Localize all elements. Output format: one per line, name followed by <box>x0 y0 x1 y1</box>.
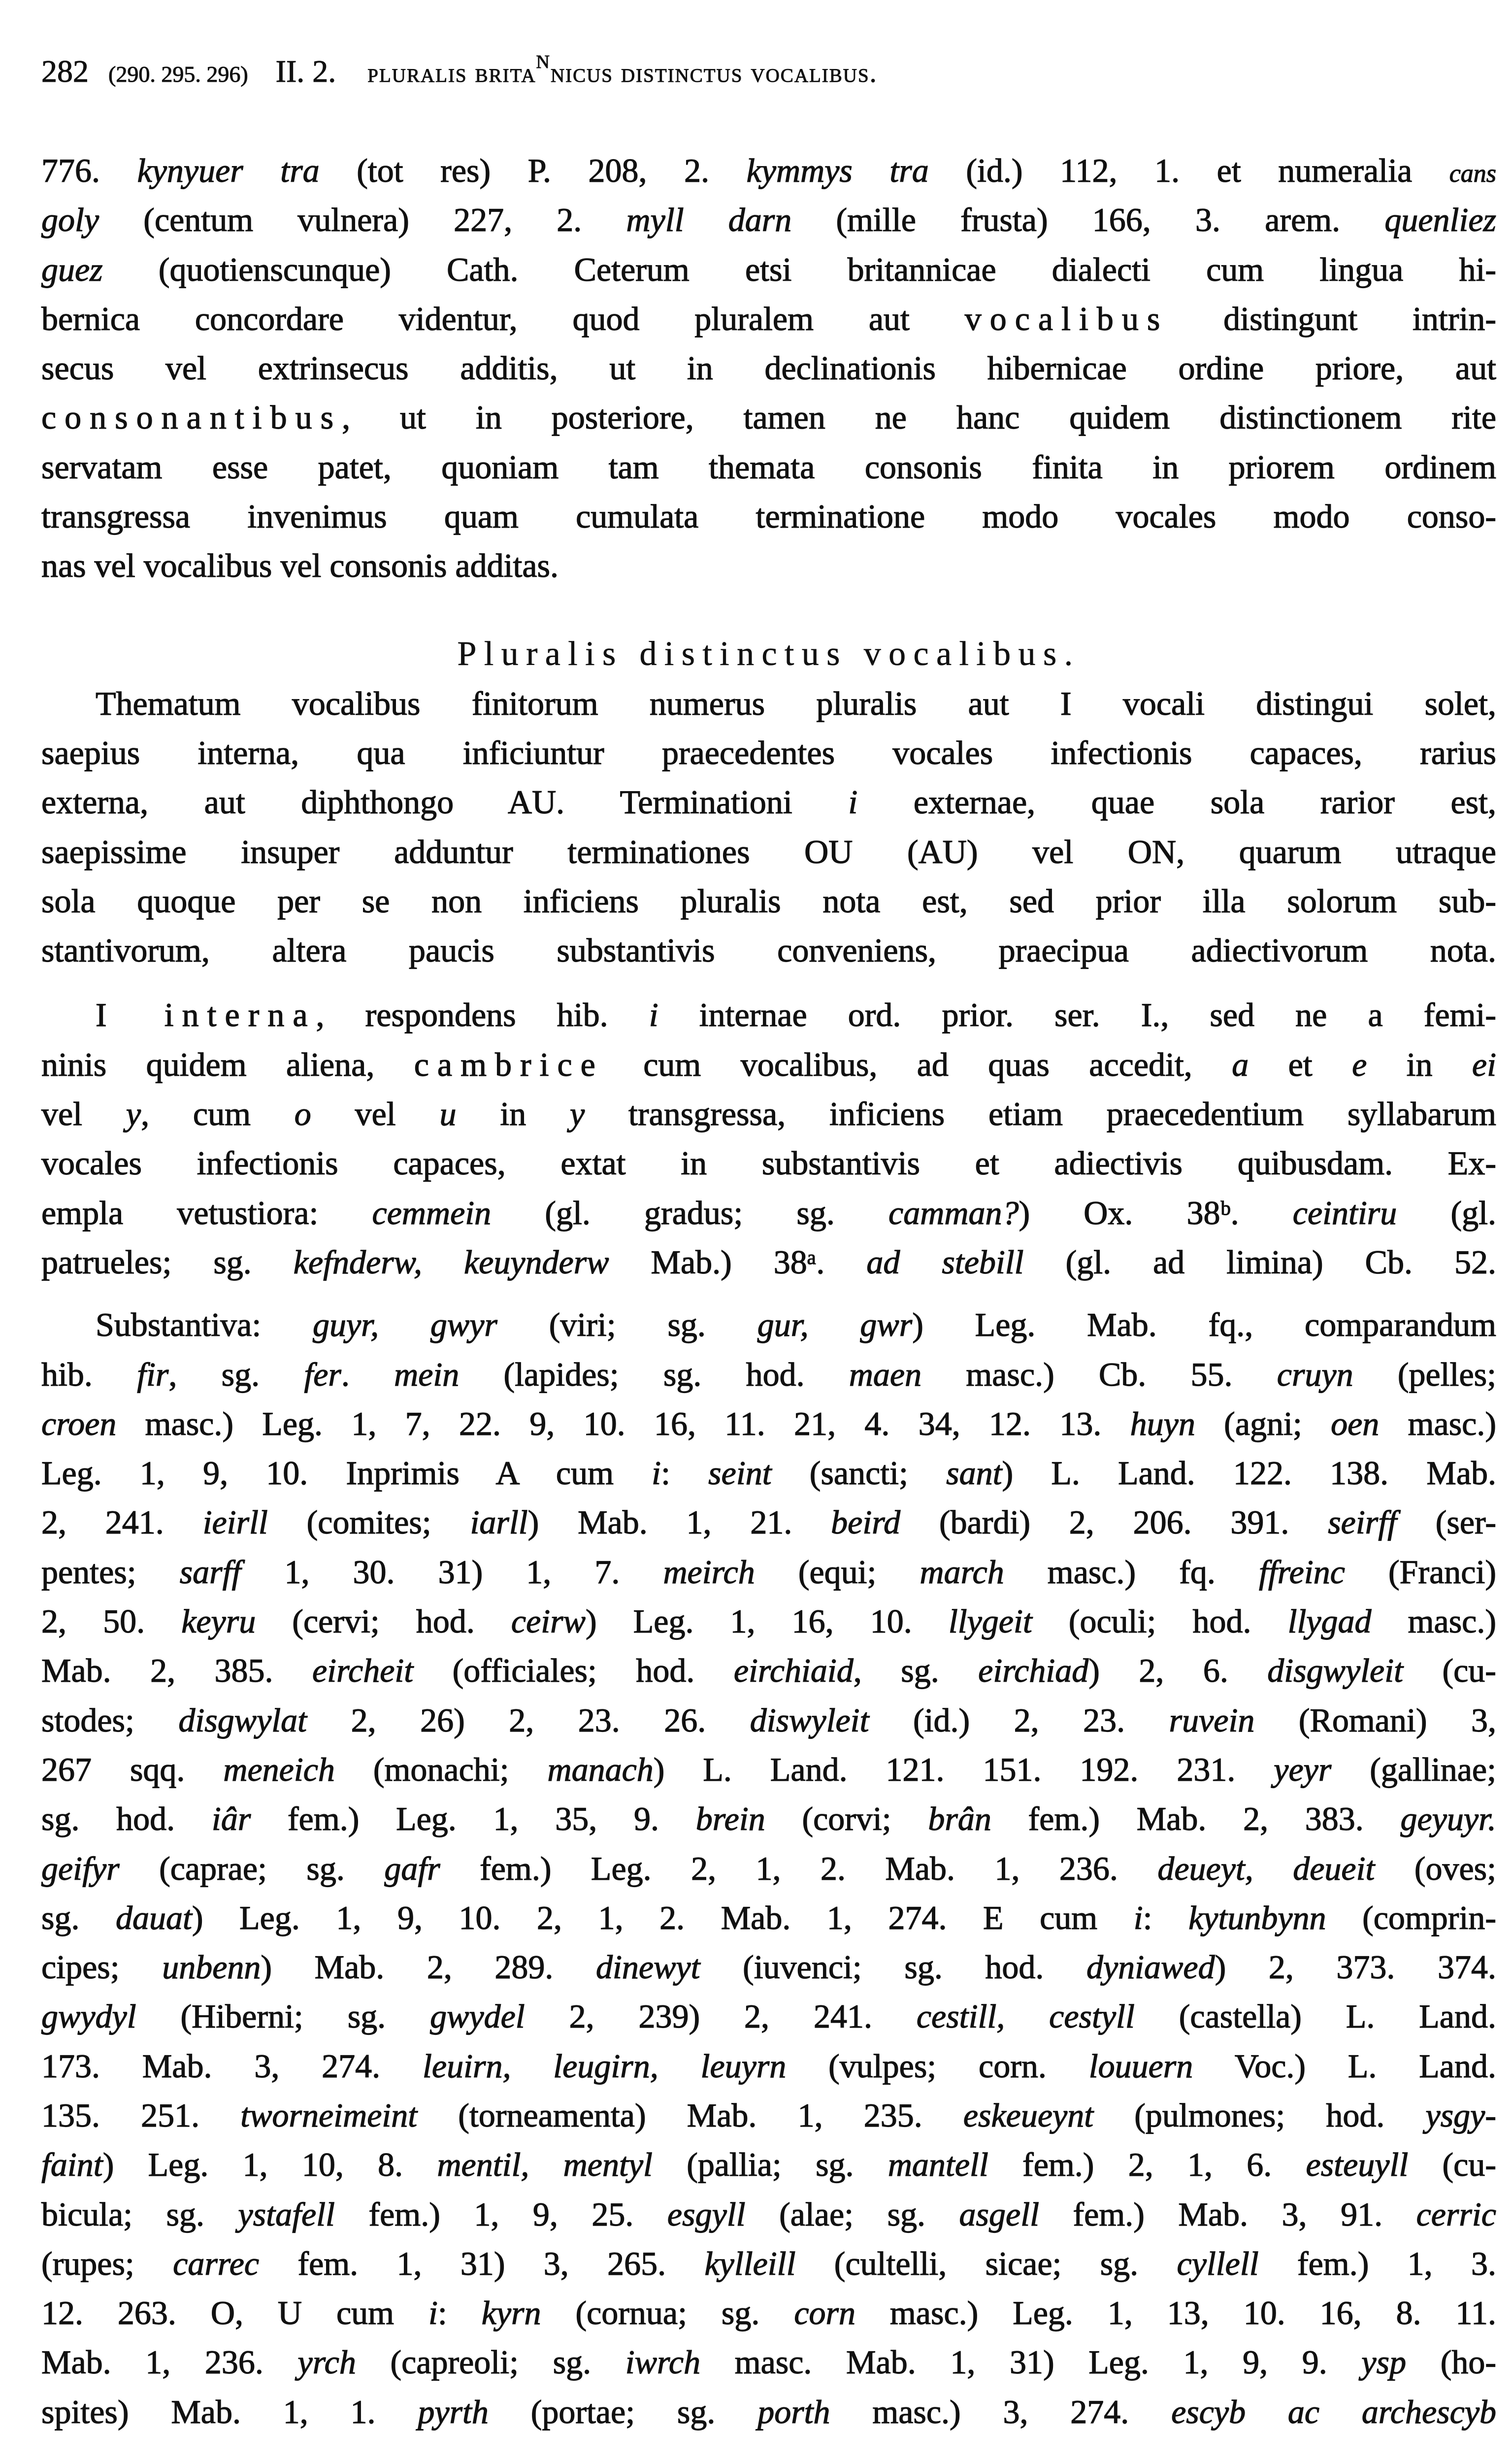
text-run: masc.) Cb. 55. <box>921 1355 1277 1393</box>
text-run: 1, 30. 31) 1, 7. <box>241 1553 663 1591</box>
text-line <box>41 990 1496 1039</box>
italic-term: huyn <box>1130 1404 1195 1442</box>
italic-term: ysgy- <box>1425 2096 1497 2134</box>
text-run: transgressa, inficiens etiam praecedentium syllabarum <box>585 1095 1496 1133</box>
text-run: (ser- <box>1396 1503 1497 1541</box>
text-run: , sg. <box>853 1652 979 1690</box>
text-run: 173. Mab. 3, 274. <box>41 2047 423 2085</box>
section-number: II. 2. <box>275 54 336 89</box>
italic-term: i <box>1133 1898 1143 1936</box>
text-line <box>41 1350 1496 1399</box>
text-run: 12. 263. O, U cum <box>41 2294 428 2332</box>
text-run: masc.) <box>1379 1404 1496 1442</box>
italic-term: dyniawed <box>1086 1948 1215 1986</box>
italic-term: llygad <box>1287 1602 1372 1640</box>
text-run: (monachi; <box>334 1750 548 1788</box>
text-line <box>41 343 1496 393</box>
text-line <box>41 541 1496 590</box>
italic-term: escyb ac archescyb <box>1171 2393 1496 2430</box>
italic-term: a <box>1232 1045 1249 1083</box>
italic-term: fir <box>137 1355 169 1393</box>
italic-term: pyrth <box>418 2393 489 2430</box>
italic-term: maen <box>849 1355 922 1393</box>
text-run: (Hiberni; sg. <box>136 1997 430 2035</box>
text-line <box>41 2190 1496 2239</box>
text-line <box>41 926 1496 975</box>
text-run: (cornua; sg. <box>541 2294 794 2332</box>
text-line <box>41 146 1496 195</box>
italic-term: brân <box>928 1800 991 1838</box>
text-run: (pallia; sg. <box>652 2146 888 2184</box>
text-run: vocales infectionis capaces, extat in substantivis et adiectivis quibusdam. Ex- <box>41 1144 1496 1182</box>
italic-term: kynyuer tra <box>137 152 320 189</box>
text-run: (corvi; <box>765 1800 928 1838</box>
text-run: ninis quidem aliena, <box>41 1045 414 1083</box>
text-run: 267 sqq. <box>41 1750 224 1788</box>
italic-term: cestill, cestyll <box>916 1997 1135 2035</box>
italic-term: croen <box>41 1404 117 1442</box>
text-run: Voc.) L. Land. <box>1193 2047 1496 2085</box>
text-run: (iuvenci; sg. hod. <box>700 1948 1086 1986</box>
italic-term: iâr <box>211 1800 251 1838</box>
text-line <box>41 1448 1496 1498</box>
paragraph <box>41 1300 1496 2436</box>
text-run: ) Ox. 38ᵇ. <box>1019 1194 1293 1232</box>
text-run: Mab. 1, 236. <box>41 2343 298 2381</box>
italic-term: guez <box>41 250 103 288</box>
text-line <box>41 679 1496 728</box>
text-run: transgressa invenimus quam cumulata terminatione modo vocales modo conso- <box>41 498 1496 535</box>
italic-term: iarll <box>470 1503 528 1541</box>
text-run: 2, 239) 2, 241. <box>525 1997 917 2035</box>
text-run: : <box>661 1454 709 1492</box>
text-run: externae, quae sola rarior est, <box>857 783 1496 821</box>
italic-term: y <box>126 1095 141 1133</box>
italic-term: carrec <box>173 2244 260 2282</box>
paragraph <box>41 679 1496 975</box>
text-run: (cu- <box>1403 1652 1496 1690</box>
italic-term: gwydel <box>430 1997 525 2035</box>
italic-term: kylleill <box>704 2244 796 2282</box>
italic-term: manach <box>547 1750 654 1788</box>
italic-term: disgwylat <box>178 1701 307 1739</box>
text-line <box>41 294 1496 343</box>
text-run: masc.) 3, 274. <box>830 2393 1172 2430</box>
italic-term: meirch <box>663 1553 755 1591</box>
text-line <box>41 1547 1496 1597</box>
cross-references: (290. 295. 296) <box>108 62 248 87</box>
text-run: ) 2, 6. <box>1088 1652 1268 1690</box>
text-run: 2, 50. <box>41 1602 182 1640</box>
text-line <box>41 393 1496 442</box>
italic-term: eirchiad <box>978 1652 1089 1690</box>
spaced-emphasis: cambrice <box>414 1045 604 1083</box>
italic-term: eircheit <box>312 1652 414 1690</box>
text-run: , ut in posteriore, tamen ne hanc quidem distinctionem rite <box>342 399 1496 436</box>
text-run: fem.) 1, 3. <box>1258 2244 1496 2282</box>
italic-term: guyr, gwyr <box>313 1306 497 1344</box>
text-run: (sancti; <box>771 1454 947 1492</box>
italic-term: yrch <box>297 2343 356 2381</box>
italic-term: i <box>649 996 658 1034</box>
text-run: cum vocalibus, ad quas accedit, <box>603 1045 1232 1083</box>
italic-term: ei <box>1472 1045 1496 1083</box>
text-line <box>41 1745 1496 1794</box>
spaced-emphasis: I interna <box>96 996 316 1034</box>
text-run: fem.) Mab. 3, 91. <box>1039 2195 1416 2233</box>
text-run: masc.) <box>1371 1602 1496 1640</box>
italic-term: ceirw <box>511 1602 586 1640</box>
text-line <box>41 1138 1496 1188</box>
running-header <box>41 49 1347 94</box>
italic-term: geyuyr. <box>1400 1800 1496 1838</box>
text-line <box>41 728 1496 777</box>
text-run: patrueles; sg. <box>41 1243 294 1281</box>
italic-term: faint <box>41 2146 103 2184</box>
text-run: (tot res) P. 208, 2. <box>319 152 747 189</box>
text-run: (gl. gradus; sg. <box>491 1194 889 1232</box>
text-line <box>41 1399 1496 1448</box>
text-line <box>41 2140 1496 2189</box>
text-run: pentes; <box>41 1553 180 1591</box>
italic-term: cans <box>1449 160 1497 188</box>
text-run: : <box>437 2294 482 2332</box>
text-run: (comites; <box>267 1503 470 1541</box>
italic-term: kefnderw, keuynderw <box>293 1243 609 1281</box>
text-run: externa, aut diphthongo AU. Terminationi <box>41 783 849 821</box>
text-run: Mab. 2, 385. <box>41 1652 312 1690</box>
italic-term: eskeueynt <box>963 2096 1094 2134</box>
text-run: (agni; <box>1195 1404 1331 1442</box>
italic-term: llygeit <box>948 1602 1032 1640</box>
text-line <box>41 1597 1496 1646</box>
text-run: hib. <box>41 1355 137 1393</box>
text-run: saepissime insuper adduntur terminationes OU (AU) vel ON, quarum utraque <box>41 832 1496 870</box>
italic-term: kymmys tra <box>746 152 929 189</box>
italic-term: kytunbynn <box>1188 1898 1326 1936</box>
italic-term: seirff <box>1328 1503 1397 1541</box>
text-run: fem. 1, 31) 3, 265. <box>259 2244 705 2282</box>
text-run: masc.) Leg. 1, 13, 10. 16, 8. 11. <box>855 2294 1496 2332</box>
text-run: , respondens hib. <box>316 996 649 1034</box>
text-run: (centum vulnera) 227, 2. <box>99 201 626 239</box>
text-run: ) Leg. 1, 10, 8. <box>102 2146 437 2184</box>
text-run: (gl. <box>1397 1194 1496 1232</box>
text-run: spites) Mab. 1, 1. <box>41 2393 418 2430</box>
page-number: 282 <box>41 54 89 89</box>
text-run: Substantiva: <box>96 1306 313 1344</box>
italic-term: mantell <box>887 2146 988 2184</box>
italic-term: ruvein <box>1169 1701 1255 1739</box>
text-line <box>41 1794 1496 1843</box>
italic-term: kyrn <box>481 2294 541 2332</box>
italic-term: goly <box>41 201 99 239</box>
text-line <box>41 1089 1496 1138</box>
paragraph <box>41 990 1496 1287</box>
text-run: masc. Mab. 1, 31) Leg. 1, 9, 9. <box>700 2343 1362 2381</box>
text-run: (viri; sg. <box>497 1306 757 1344</box>
italic-term: meneich <box>223 1750 335 1788</box>
text-line <box>41 876 1496 926</box>
text-run: 2, 241. <box>41 1503 203 1541</box>
italic-term: diswyleit <box>750 1701 869 1739</box>
italic-term: cerric <box>1416 2195 1496 2233</box>
text-run: in <box>1367 1045 1472 1083</box>
text-run: ) Mab. 1, 21. <box>527 1503 831 1541</box>
text-line <box>41 1893 1496 1942</box>
text-line <box>41 1188 1496 1237</box>
text-run: . <box>341 1355 394 1393</box>
text-run: (caprae; sg. <box>119 1849 385 1887</box>
text-run: in <box>456 1095 570 1133</box>
italic-term: camman? <box>888 1194 1019 1232</box>
text-run: (comprin- <box>1326 1898 1496 1936</box>
running-title-part-b: nicus distinctus vocalibus. <box>550 58 878 88</box>
italic-term: geifyr <box>41 1849 120 1887</box>
text-run: servatam esse patet, quoniam tam themata consonis finita in priorem ordinem <box>41 448 1496 486</box>
text-line <box>41 2288 1496 2337</box>
text-line <box>41 2387 1496 2436</box>
text-run: ) Leg. 1, 16, 10. <box>586 1602 949 1640</box>
text-run: (Franci) <box>1345 1553 1496 1591</box>
italic-term: porth <box>757 2393 830 2430</box>
italic-term: ceintiru <box>1292 1194 1397 1232</box>
italic-term: corn <box>794 2294 855 2332</box>
italic-term: yeyr <box>1274 1750 1332 1788</box>
italic-term: u <box>439 1095 457 1133</box>
text-run: Thematum vocalibus finitorum numerus pluralis aut I vocali distingui solet, <box>96 684 1496 722</box>
text-run: ) Leg. 1, 9, 10. 2, 1, 2. Mab. 1, 274. E cum <box>192 1898 1134 1936</box>
text-line <box>41 1942 1496 1992</box>
text-run: fem.) Mab. 2, 383. <box>991 1800 1401 1838</box>
text-run: ) Leg. Mab. fq., comparandum <box>912 1306 1496 1344</box>
italic-term: oen <box>1331 1404 1380 1442</box>
spaced-emphasis: consonantibus <box>41 399 342 436</box>
text-run: internae ord. prior. ser. I., sed ne a femi- <box>658 996 1497 1034</box>
running-title-part-a: pluralis brita <box>367 58 536 88</box>
text-run: (lapides; sg. hod. <box>459 1355 849 1393</box>
italic-term: iwrch <box>625 2343 701 2381</box>
italic-term: mentil, mentyl <box>437 2146 653 2184</box>
text-run: fem.) Leg. 2, 1, 2. Mab. 1, 236. <box>440 1849 1158 1887</box>
italic-term: ad stebill <box>866 1243 1024 1281</box>
text-run: (portae; sg. <box>488 2393 758 2430</box>
text-run: (id.) 2, 23. <box>869 1701 1169 1739</box>
page-body <box>41 146 1496 2436</box>
italic-term: ystafell <box>238 2195 335 2233</box>
text-run: bernica concordare videntur, quod pluralem aut <box>41 300 965 337</box>
text-run: (mille frusta) 166, 3. arem. <box>791 201 1385 239</box>
italic-term: i <box>652 1454 661 1492</box>
text-run: 776. <box>41 152 137 189</box>
italic-term: sant <box>946 1454 1002 1492</box>
italic-term: e <box>1352 1045 1367 1083</box>
text-run: secus vel extrinsecus additis, ut in declinationis hibernicae ordine priore, aut <box>41 349 1496 387</box>
text-line <box>41 2041 1496 2091</box>
text-run: (vulpes; corn. <box>786 2047 1089 2085</box>
text-run: bicula; sg. <box>41 2195 238 2233</box>
text-line <box>41 1696 1496 1745</box>
italic-term: deueyt, deueit <box>1157 1849 1375 1887</box>
text-run: (officiales; hod. <box>413 1652 734 1690</box>
spaced-emphasis: vocalibus <box>964 300 1169 337</box>
italic-term: cruyn <box>1277 1355 1353 1393</box>
italic-term: myll darn <box>626 201 792 239</box>
text-run: (ho- <box>1406 2343 1496 2381</box>
running-title-superscript: N <box>536 52 551 72</box>
text-run: ) L. Land. 121. 151. 192. 231. <box>653 1750 1274 1788</box>
text-line <box>41 245 1496 294</box>
text-run: ) L. Land. 122. 138. Mab. <box>1002 1454 1496 1492</box>
italic-term: i <box>848 783 858 821</box>
text-run: (pulmones; hod. <box>1093 2096 1426 2134</box>
italic-term: dinewyt <box>596 1948 700 1986</box>
italic-term: ffreinc <box>1258 1553 1345 1591</box>
italic-term: march <box>920 1553 1004 1591</box>
text-run: sg. hod. <box>41 1800 212 1838</box>
italic-term: i <box>428 2294 438 2332</box>
text-run: (rupes; <box>41 2244 173 2282</box>
text-run: sola quoque per se non inficiens pluralis nota est, sed prior illa solorum sub- <box>41 882 1496 920</box>
italic-term: disgwyleit <box>1267 1652 1404 1690</box>
italic-term: mein <box>394 1355 460 1393</box>
text-run: (id.) 112, 1. et numeralia <box>928 152 1449 189</box>
text-line <box>41 1237 1496 1287</box>
text-run: vel <box>41 1095 126 1133</box>
text-run: sg. <box>41 1898 116 1936</box>
text-run: (cervi; hod. <box>256 1602 511 1640</box>
paragraph <box>41 146 1496 591</box>
text-run: fem.) 2, 1, 6. <box>988 2146 1306 2184</box>
text-run: stantivorum, altera paucis substantivis conveniens, praecipua adiectivorum nota. <box>41 932 1496 969</box>
italic-term: keyru <box>181 1602 256 1640</box>
italic-term: leuirn, leugirn, leuyrn <box>423 2047 787 2085</box>
text-line <box>41 1844 1496 1893</box>
text-line <box>41 195 1496 244</box>
italic-term: esteuyll <box>1306 2146 1409 2184</box>
text-line <box>41 1300 1496 1349</box>
text-line <box>41 492 1496 541</box>
italic-term: o <box>294 1095 311 1133</box>
text-line <box>41 2239 1496 2288</box>
running-title <box>367 52 878 88</box>
italic-term: eirchiaid <box>733 1652 854 1690</box>
text-line <box>41 1040 1496 1089</box>
text-run: fem.) Leg. 1, 35, 9. <box>251 1800 696 1838</box>
text-run: (capreoli; sg. <box>356 2343 625 2381</box>
text-run: (cu- <box>1408 2146 1496 2184</box>
text-run: (pelles; <box>1353 1355 1496 1393</box>
text-run: (oves; <box>1375 1849 1496 1887</box>
text-line <box>41 442 1496 492</box>
italic-term: cemmein <box>372 1194 492 1232</box>
italic-term: ieirll <box>202 1503 268 1541</box>
text-run: , sg. <box>168 1355 304 1393</box>
text-run: nas vel vocalibus vel consonis additas. <box>41 547 559 585</box>
text-run: masc.) fq. <box>1004 1553 1259 1591</box>
italic-term: beird <box>831 1503 901 1541</box>
italic-term: fer <box>304 1355 341 1393</box>
text-run: empla vetustiora: <box>41 1194 372 1232</box>
text-line <box>41 2091 1496 2140</box>
text-run: fem.) 1, 9, 25. <box>334 2195 667 2233</box>
text-run: (castella) L. Land. <box>1134 1997 1496 2035</box>
italic-term: louuern <box>1088 2047 1193 2085</box>
text-line <box>41 1498 1496 1547</box>
italic-term: gur, gwr <box>757 1306 913 1344</box>
text-run: distingunt intrin- <box>1168 300 1496 337</box>
italic-term: sarff <box>179 1553 241 1591</box>
italic-term: ysp <box>1361 2343 1407 2381</box>
text-run: ) Mab. 2, 289. <box>261 1948 596 1986</box>
text-run: 2, 26) 2, 23. 26. <box>307 1701 750 1739</box>
text-line <box>41 2337 1496 2387</box>
italic-term: gafr <box>384 1849 440 1887</box>
italic-term: seint <box>708 1454 772 1492</box>
italic-term: tworneimeint <box>240 2096 418 2134</box>
text-run: (torneamenta) Mab. 1, 235. <box>417 2096 963 2134</box>
text-run: (gallinae; <box>1331 1750 1496 1788</box>
text-run: et <box>1249 1045 1352 1083</box>
italic-term: esgyll <box>667 2195 746 2233</box>
italic-term: asgell <box>959 2195 1039 2233</box>
text-run: Leg. 1, 9, 10. Inprimis A cum <box>41 1454 652 1492</box>
text-run: : <box>1143 1898 1189 1936</box>
section-heading: Pluralis distinctus vocalibus. <box>457 634 1081 673</box>
text-line <box>41 777 1496 827</box>
text-run: saepius interna, qua inficiuntur praecedentes vocales infectionis capaces, rarius <box>41 733 1496 771</box>
text-run: (cultelli, sicae; sg. <box>795 2244 1177 2282</box>
text-run: 135. 251. <box>41 2096 241 2134</box>
text-run: (oculi; hod. <box>1032 1602 1288 1640</box>
text-line <box>41 1992 1496 2041</box>
text-run: , cum <box>141 1095 295 1133</box>
text-run: ) 2, 373. 374. <box>1215 1948 1496 1986</box>
text-line <box>41 827 1496 876</box>
italic-term: cyllell <box>1177 2244 1259 2282</box>
text-line <box>41 1646 1496 1695</box>
italic-term: unbenn <box>162 1948 261 1986</box>
text-run: (bardi) 2, 206. 391. <box>900 1503 1328 1541</box>
text-run: (quotienscunque) Cath. Ceterum etsi britannicae dialecti cum lingua hi- <box>102 250 1496 288</box>
text-run: stodes; <box>41 1701 179 1739</box>
italic-term: brein <box>695 1800 765 1838</box>
text-run: (equi; <box>755 1553 920 1591</box>
italic-term: y <box>570 1095 585 1133</box>
text-run: cipes; <box>41 1948 163 1986</box>
text-run: Mab.) 38ᵃ. <box>609 1243 867 1281</box>
italic-term: quenliez <box>1384 201 1496 239</box>
text-run: (Romani) 3, <box>1254 1701 1496 1739</box>
text-run: masc.) Leg. 1, 7, 22. 9, 10. 16, 11. 21, 4. 34, 12. 13. <box>116 1404 1130 1442</box>
text-run: (alae; sg. <box>745 2195 959 2233</box>
text-run: (gl. ad limina) Cb. 52. <box>1023 1243 1496 1281</box>
italic-term: dauat <box>116 1898 192 1936</box>
text-run: vel <box>311 1095 440 1133</box>
italic-term: gwydyl <box>41 1997 136 2035</box>
